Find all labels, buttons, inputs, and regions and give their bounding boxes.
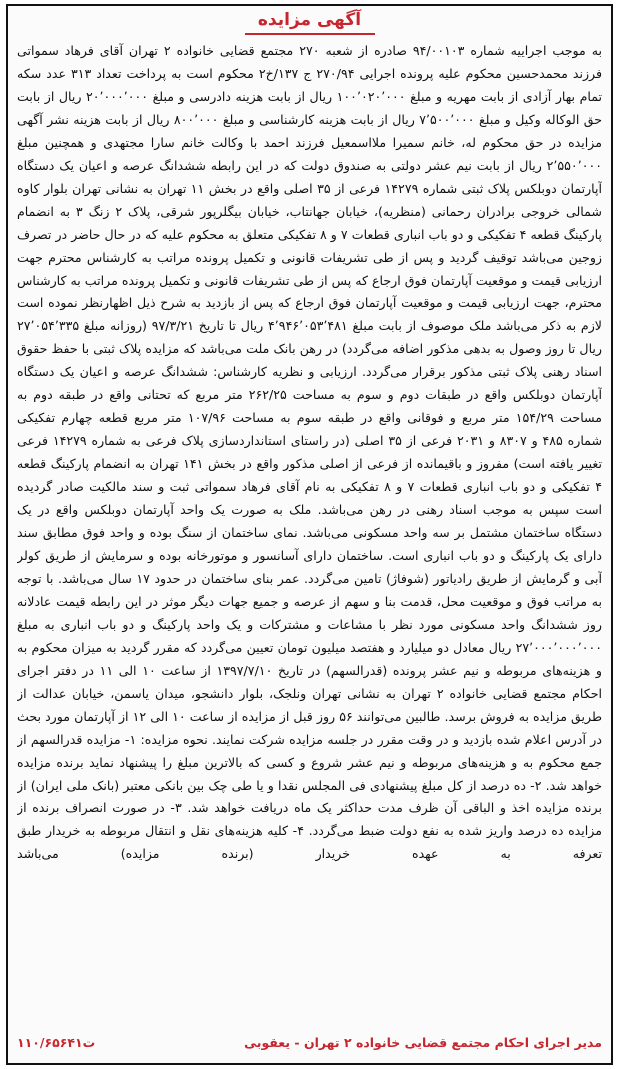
notice-signature: مدیر اجرای احکام مجتمع قضایی خانواده ۲ تهران - یعقوبی [244,1034,602,1050]
notice-body [17,40,602,1016]
notice-footer [17,1031,602,1053]
auction-notice [6,4,613,1065]
notice-code: ۱۱۰/۶۵۶۴۱ت [17,1034,96,1050]
notice-title: آگهی مزایده [245,8,375,35]
notice-body-paragraph: به موجب اجراییه شماره ۹۴/۰۰۱۰۳ صادره از شعبه ۲۷۰ مجتمع قضایی خانواده ۲ تهران آقای فرهاد سمواتی فرزند محمدحسین محکوم علیه پرونده اجرایی ۲۷۰/۹۴ ج ۱۳۷/خ۲ محکوم است به پرداخت تعداد ۳۱۳ عدد سکه تمام بهار آزادی از بابت مهریه و مبلغ ۱۰۰٬۰۲۰٬۰۰۰ ریال از بابت هزینه دادرسی و مبلغ ۲۰٬۰۰۰٬۰۰۰ ریال از بابت حق الوکاله وکیل و مبلغ ۷٬۵۰۰٬۰۰۰ ریال از بابت هزینه کارشناسی و مبلغ ۸۰۰٬۰۰۰ ریال از بابت هزینه نشر آگهی مزایده در حق محکوم له، خانم سمیرا ملااسمعیل فرزند احمد با وکالت خانم سارا مجتهدی و همچنین مبلغ ۲٬۵۵۰٬۰۰۰ ریال از بابت نیم عشر دولتی به صندوق دولت که در این رابطه ششدانگ عرصه و اعیان یک دستگاه آپارتمان دوبلکس پلاک ثبتی شماره ۱۴۲۷۹ فرعی از ۳۵ اصلی واقع در بخش ۱۱ تهران به نشانی تهران بلوار کاوه شمالی خروجی برادران رحمانی (منظریه)، خیابان جهانتاب، خیابان بیگلرپور شرقی، پلاک ۲ زنگ ۳ به انضمام پارکینگ قطعه ۴ تفکیکی و دو باب انباری قطعات ۷ و ۸ تفکیکی متعلق به محکوم علیه که در حال حاضر در تصرف زوجین می‌باشد توقیف گردید و پس از طی تشریفات قانونی و تکمیل پرونده مراتب به کارشناس محترم جهت ارزیابی قیمت و موقعیت آپارتمان فوق ارجاع که پس از طی تشریفات قانونی و تکمیل پرونده مراتب به کارشناس محترم، جهت ارزیابی قیمت و موقعیت آپارتمان فوق ارجاع که پس از بازدید به شرح ذیل اظهارنظر نموده است لازم به ذکر می‌باشد ملک موصوف از بابت مبلغ ۴٬۹۴۶٬۰۵۳٬۴۸۱ ریال تا تاریخ ۹۷/۳/۲۱ (روزانه مبلغ ۲۷٬۰۵۴٬۳۳۵ ریال تا روز وصول به بدهی مذکور اضافه می‌گردد) در رهن بانک ملت می‌باشد که مزایده پلاک ثبتی با حفظ حقوق اسناد رهنی پلاک ثبتی مذکور برقرار می‌گردد. ارزیابی و نظریه کارشناس: ششدانگ عرصه و اعیان یک دستگاه آپارتمان دوبلکس واقع در طبقات دوم و سوم به مساحت ۲۶۲/۲۵ متر مربع که تحتانی واقع در طبقه دوم به مساحت ۱۵۴/۲۹ متر مربع و فوقانی واقع در طبقه سوم به مساحت ۱۰۷/۹۶ متر مربع قطعه چهارم تفکیکی شماره ۴۸۵ و ۸۳۰۷ و ۲۰۳۱ فرعی از ۳۵ اصلی (در راستای استانداردسازی پلاک فرعی به شماره ۱۴۲۷۹ فرعی تغییر یافته است) مفروز و باقیمانده از فرعی از اصلی مذکور واقع در بخش ۱۴۱ تهران به انضمام پارکینگ قطعه ۴ تفکیکی و دو باب انباری قطعات ۷ و ۸ تفکیکی به نام آقای فرهاد سمواتی ثبت و سند مالکیت صادر گردیده است سپس به موجب اسناد رهنی در رهن می‌باشد. ملک به صورت یک واحد آپارتمان دوبلکس واقع در یک دستگاه ساختمان مشتمل بر سه واحد مسکونی می‌باشد. نمای ساختمان از سنگ بوده و واحد فوق مطابق سند دارای یک پارکینگ و دو باب انباری است. ساختمان دارای آسانسور و موتورخانه بوده و سرمایش از طریق کولر آبی و گرمایش از طریق رادیاتور (شوفاژ) تامین می‌گردد. عمر بنای ساختمان در حدود ۱۷ سال می‌باشد. با توجه به مراتب فوق و موقعیت محل، قدمت بنا و سهم از عرصه و جمیع جهات دیگر موثر در این رابطه قیمت عادلانه روز ششدانگ واحد مسکونی مورد نظر با مشاعات و مشترکات و یک واحد پارکینگ و دو باب انباری به مبلغ ۲۷٬۰۰۰٬۰۰۰٬۰۰۰ ریال معادل دو میلیارد و هفتصد میلیون تومان تعیین می‌گردد که مقرر گردید به میزان محکوم به و هزینه‌های مربوطه و نیم عشر پرونده (قدرالسهم) در تاریخ ۱۳۹۷/۷/۱۰ از ساعت ۱۰ الی ۱۱ در دفتر اجرای احکام مجتمع قضایی خانواده ۲ تهران به نشانی تهران ونلجک، بلوار دانشجو، میدان یاسمن، خیابان عدالت از طریق مزایده به فروش برسد. طالبین می‌توانند ۵۶ روز قبل از مزایده از ساعت ۱۰ الی ۱۲ از آپارتمان مورد بحث در آدرس اعلام شده بازدید و در وقت مقرر در جلسه مزایده شرکت نمایند. نحوه مزایده: ۱- مزایده قدرالسهم از جمع محکوم به و هزینه‌های مربوطه و نیم عشر شروع و کسی که بالاترین مبلغ را پیشنهاد نماید برنده مزایده خواهد شد. ۲- ده درصد از کل مبلغ پیشنهادی فی المجلس نقدا و یا طی چک بین بانکی معتبر (بانک ملی ایران) از برنده مزایده اخذ و الباقی آن ظرف مدت حداکثر یک ماه دریافت خواهد شد. ۳- در صورت انصراف برنده از مزایده ده درصد واریز شده به نفع دولت ضبط می‌گردد. ۴- کلیه هزینه‌های نقل و انتقال مربوطه به خریدار طبق تعرفه به عهده خریدار (برنده مزایده) می‌باشد [17,43,602,862]
